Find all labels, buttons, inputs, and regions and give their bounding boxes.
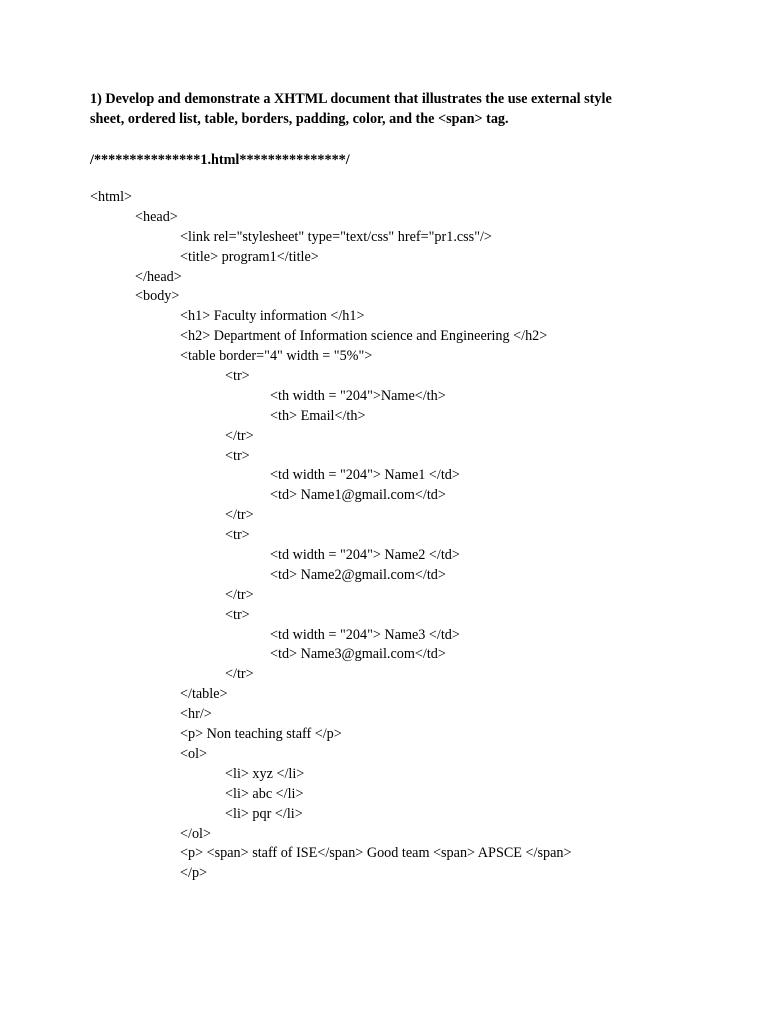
heading-line-2: sheet, ordered list, table, borders, padding, color, and the <span> tag. [90,111,509,127]
code-line: </table> [180,686,228,703]
code-line: <td> Name3@gmail.com</td> [270,646,446,663]
code-line: </tr> [225,507,254,524]
code-line: </ol> [180,825,211,842]
code-line: </tr> [225,666,254,683]
code-line: <tr> [225,606,250,623]
code-line: <td width = "204"> Name2 </td> [270,547,460,564]
code-line: <p> <span> staff of ISE</span> Good team <span> APSCE </span> [180,845,572,862]
code-line: <td width = "204"> Name3 </td> [270,626,460,643]
code-line: <tr> [225,368,250,385]
code-line: <body> [135,288,180,305]
assignment-heading [90,89,710,129]
code-line: <link rel="stylesheet" type="text/css" href="pr1.css"/> [180,228,492,245]
code-line: <h2> Department of Information science and Engineering </h2> [180,328,548,345]
code-line: <td width = "204"> Name1 </td> [270,467,460,484]
code-listing [90,188,730,884]
code-line: <table border="4" width = "5%"> [180,348,373,365]
code-line: <head> [135,208,178,225]
code-line: <hr/> [180,706,212,723]
code-line: <th width = "204">Name</th> [270,387,446,404]
code-line: </head> [135,268,182,285]
code-line: <th> Email</th> [270,407,366,424]
code-line: <tr> [225,527,250,544]
code-line: <h1> Faculty information </h1> [180,308,365,325]
code-line: <ol> [180,745,208,762]
code-line: <p> Non teaching staff </p> [180,726,342,743]
code-line: </p> [180,865,208,882]
code-line: <li> xyz </li> [225,765,305,782]
code-line: <title> program1</title> [180,248,319,265]
code-line: <tr> [225,447,250,464]
code-line: <html> [90,189,133,205]
code-line: <li> abc </li> [225,785,304,802]
code-line: </tr> [225,586,254,603]
file-marker: /***************1.html***************/ [90,152,350,168]
code-line: <td> Name1@gmail.com</td> [270,487,446,504]
code-line: </tr> [225,427,254,444]
code-line: <td> Name2@gmail.com</td> [270,566,446,583]
code-line: <li> pqr </li> [225,805,303,822]
heading-line-1: 1) Develop and demonstrate a XHTML document that illustrates the use external style [90,91,612,107]
